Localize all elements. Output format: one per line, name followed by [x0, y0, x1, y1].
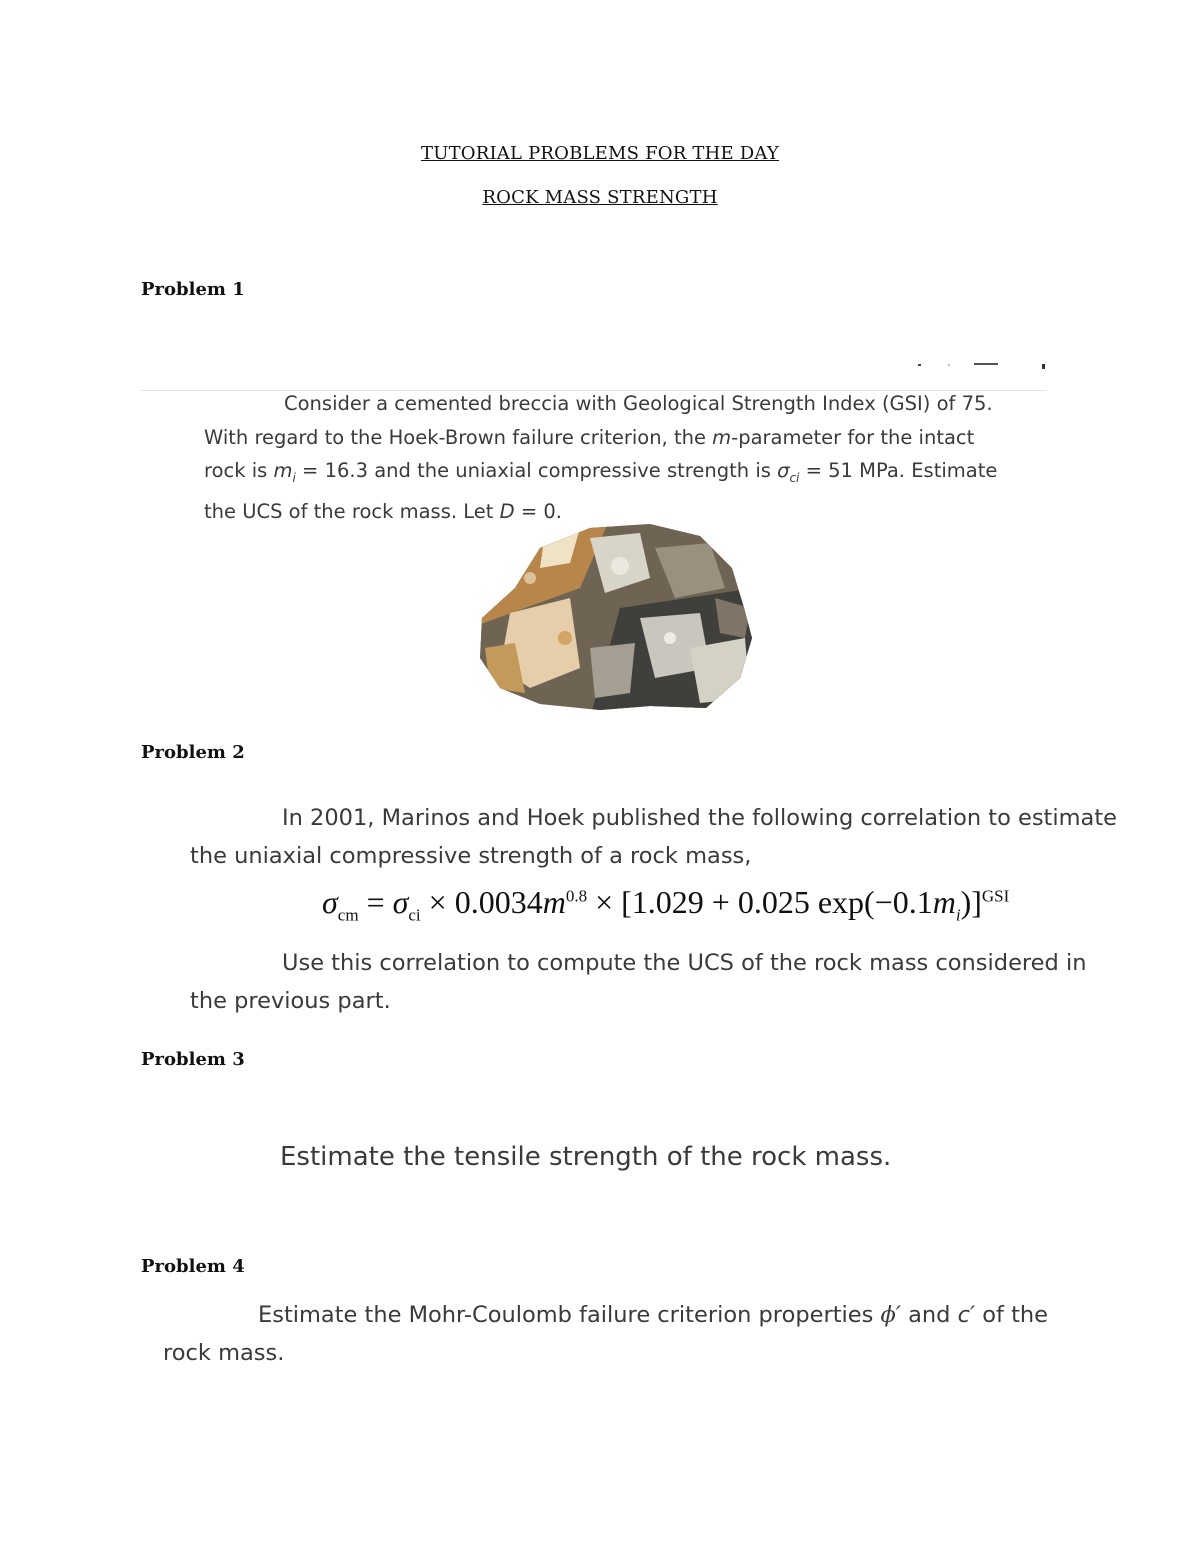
problem-2-line-3: Use this correlation to compute the UCS of the rock mass considered in — [282, 950, 1087, 976]
marinos-hoek-equation: $\sigma_{cm} = \sigma_{ci} \times 0.0034m^{0.8} \times [1.029 + 0.025$ $\exp(-0.1m_i)]^{GSI}$ — [322, 884, 1010, 925]
problem-2-line-2: the uniaxial compressive strength of a rock mass, — [190, 843, 752, 869]
problem-2-line-1: In 2001, Marinos and Hoek published the following correlation to estimate — [282, 805, 1118, 831]
problem-1-text — [204, 387, 1104, 529]
problem-2-heading: Problem 2 — [141, 742, 245, 763]
document-subtitle: ROCK MASS STRENGTH — [482, 187, 718, 208]
problem-1-line-4: the UCS of the rock mass. Let D = 0. — [204, 500, 562, 524]
breccia-rock-image — [470, 518, 755, 718]
scan-mark — [948, 364, 950, 366]
problem-1-heading: Problem 1 — [141, 279, 245, 300]
problem-1-line-3: rock is $m_i = 16.3$ and the uniaxial compressive strength is $\sigma_{ci} = 51$ MPa. Estimate — [204, 459, 998, 485]
problem-1-line-1: Consider a cemented breccia with Geological Strength Index (GSI) of 75. — [284, 392, 993, 415]
problem-3-heading: Problem 3 — [141, 1049, 245, 1070]
problem-4-text — [163, 1296, 1163, 1372]
problem-2-line-4: the previous part. — [190, 988, 391, 1014]
problem-4-line-2: rock mass. — [163, 1340, 285, 1366]
problem-3-text: Estimate the tensile strength of the rock mass. — [280, 1142, 892, 1172]
problem-2-intro — [190, 799, 1150, 875]
scan-mark — [1042, 364, 1045, 369]
problem-4-heading: Problem 4 — [141, 1256, 245, 1277]
problem-1-line-2: With regard to the Hoek-Brown failure criterion, the m-parameter for the intact — [204, 425, 975, 449]
scan-mark — [918, 364, 921, 366]
document-title: TUTORIAL PROBLEMS FOR THE DAY — [421, 143, 779, 164]
problem-4-line-1: Estimate the Mohr-Coulomb failure criterion properties ϕ′ and c′ of the — [258, 1302, 1048, 1328]
scan-mark — [974, 363, 998, 365]
problem-2-instruction — [190, 944, 1150, 1020]
